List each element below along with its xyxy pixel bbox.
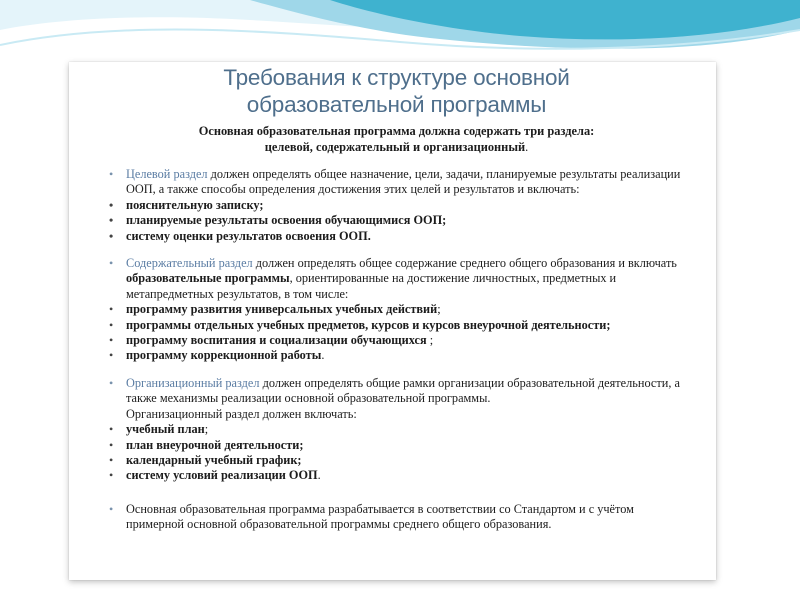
content-term: Содержательный раздел	[126, 256, 253, 271]
list-item: • программу развития универсальных учебных действий;	[109, 302, 441, 317]
list-item: • пояснительную записку;	[109, 197, 264, 212]
subtitle-line-2: целевой, содержательный и организационный	[264, 140, 526, 154]
content-section	[105, 256, 688, 364]
title-line-2: образовательной программы	[246, 92, 547, 117]
org-section	[105, 376, 688, 484]
content-intro: • Содержательный раздел должен определять общее содержание среднего общего образования и включать образовательные программы, ориентированные на достижение личностных, предметных и метапредметных результатов, в том числе:	[109, 256, 677, 301]
target-term: Целевой раздел	[126, 167, 208, 181]
subtitle-line-1: Основная образовательная программа должна содержать три раздела:	[198, 124, 595, 138]
list-item: • программы отдельных учебных предметов, курсов и курсов внеурочной деятельности;	[109, 317, 611, 332]
bullet-icon: •	[109, 468, 114, 483]
org-term: Организационный раздел	[126, 375, 260, 390]
document-card	[69, 62, 716, 580]
list-item: • систему оценки результатов освоения ООП.	[109, 228, 371, 243]
list-item: • программу воспитания и социализации обучающихся ;	[109, 333, 434, 348]
final-text: Основная образовательная программа разрабатывается в соответствии со Стандартом и с учётом примерной основной образовательной программы среднего общего образования.	[126, 501, 634, 532]
bullet-icon: •	[109, 333, 114, 348]
list-item: • календарный учебный график;	[109, 452, 302, 467]
bullet-icon: •	[109, 197, 114, 212]
bullet-icon: •	[109, 167, 114, 181]
bullet-icon: •	[109, 348, 114, 363]
list-item: • учебный план;	[109, 422, 209, 437]
bullet-icon: •	[109, 317, 114, 332]
title-line-1: Требования к структуре основной	[223, 65, 570, 90]
list-item: • систему условий реализации ООП.	[109, 468, 321, 483]
bullet-icon: •	[109, 228, 114, 243]
subtitle-period: .	[525, 140, 529, 154]
org-intro: • Организационный раздел должен определять общие рамки организации образовательной деятельности, а также механизмы реализации основной образовательной программы.	[109, 375, 680, 406]
bullet-icon: •	[109, 422, 114, 437]
subtitle	[105, 123, 688, 155]
page-title	[105, 64, 688, 118]
target-text: должен определять общее назначение, цели, задачи, планируемые результаты реализации ООП, а также способы определения достижения этих целей и результатов и включать:	[126, 167, 681, 197]
bullet-icon: •	[109, 501, 114, 516]
target-section	[105, 167, 688, 244]
bullet-icon: •	[109, 452, 114, 467]
target-intro	[105, 167, 688, 198]
bullet-icon: •	[109, 213, 114, 228]
org-note: Организационный раздел должен включать:	[126, 406, 357, 421]
bullet-icon: •	[109, 256, 114, 271]
bullet-icon: •	[109, 375, 114, 390]
list-item: • планируемые результаты освоения обучающимися ООП;	[109, 213, 447, 228]
list-item: • программу коррекционной работы.	[109, 348, 325, 363]
bullet-icon: •	[109, 437, 114, 452]
bullet-icon: •	[109, 302, 114, 317]
final-note	[105, 502, 688, 533]
list-item: • план внеурочной деятельности;	[109, 437, 304, 452]
